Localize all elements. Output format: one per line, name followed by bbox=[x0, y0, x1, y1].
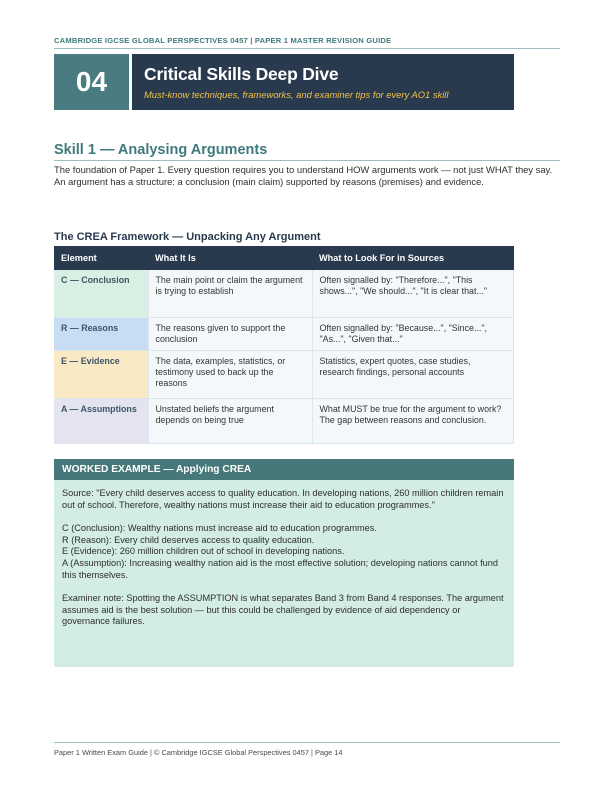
worked-example-header: WORKED EXAMPLE — Applying CREA bbox=[54, 459, 514, 480]
what-cell: The reasons given to support the conclusion bbox=[148, 318, 312, 351]
running-header: CAMBRIDGE IGCSE GLOBAL PERSPECTIVES 0457 | PAPER 1 MASTER REVISION GUIDE bbox=[54, 36, 560, 49]
look-cell: Often signalled by: "Therefore...", "This shows...", "We should...", "It is clear that..." bbox=[312, 270, 514, 318]
look-cell: Statistics, expert quotes, case studies, research findings, personal accounts bbox=[312, 351, 514, 399]
look-cell: What MUST be true for the argument to work? The gap between reasons and conclusion. bbox=[312, 399, 514, 444]
section-heading: Skill 1 — Analysing Arguments bbox=[54, 142, 560, 161]
what-cell: Unstated beliefs the argument depends on being true bbox=[148, 399, 312, 444]
page-footer: Paper 1 Written Exam Guide | © Cambridge IGCSE Global Perspectives 0457 | Page 14 bbox=[54, 742, 560, 757]
header-what-to-look-for: What to Look For in Sources bbox=[312, 246, 514, 270]
header-what-it-is: What It Is bbox=[148, 246, 312, 270]
table-row bbox=[54, 318, 514, 351]
table-row bbox=[54, 351, 514, 399]
example-reason: R (Reason): Every child deserves access to quality education. bbox=[62, 534, 315, 545]
example-assumption: A (Assumption): Increasing wealthy nation aid is the most effective solution; developing nations cannot fund this themselves. bbox=[62, 557, 498, 580]
table-title: The CREA Framework — Unpacking Any Argument bbox=[54, 231, 321, 243]
element-cell: R — Reasons bbox=[54, 318, 148, 351]
example-conclusion: C (Conclusion): Wealthy nations must increase aid to education programmes. bbox=[62, 523, 377, 534]
example-evidence: E (Evidence): 260 million children out of school in developing nations. bbox=[62, 546, 345, 557]
table-row bbox=[54, 399, 514, 444]
what-cell: The data, examples, statistics, or testimony used to back up the reasons bbox=[148, 351, 312, 399]
what-cell: The main point or claim the argument is trying to establish bbox=[148, 270, 312, 318]
header-element: Element bbox=[54, 246, 148, 270]
banner-text bbox=[132, 54, 448, 110]
table-row bbox=[54, 270, 514, 318]
worked-example-body bbox=[54, 480, 514, 628]
table-header-row bbox=[54, 246, 514, 270]
examiner-note: Examiner note: Spotting the ASSUMPTION is what separates Band 3 from Band 4 responses. The argument assumes aid is the best solution — but this could be challenged by evidence of aid dependency or governance failures. bbox=[62, 593, 504, 627]
example-source: Source: "Every child deserves access to quality education. In developing nations, 260 million children remain out of school. Therefore, wealthy nations must increase their aid to education programmes." bbox=[62, 488, 504, 510]
intro-paragraph: The foundation of Paper 1. Every question requires you to understand HOW arguments work — not just WHAT they say. An argument has a structure: a conclusion (main claim) supported by reasons (premises) and evidence. bbox=[54, 164, 553, 188]
chapter-number: 04 bbox=[54, 54, 132, 110]
chapter-banner bbox=[54, 54, 514, 110]
chapter-title: Critical Skills Deep Dive bbox=[144, 64, 339, 84]
worked-example-box bbox=[54, 459, 514, 667]
look-cell: Often signalled by: "Because...", "Since...", "As...", "Given that..." bbox=[312, 318, 514, 351]
crea-table bbox=[54, 246, 514, 444]
element-cell: E — Evidence bbox=[54, 351, 148, 399]
element-cell: A — Assumptions bbox=[54, 399, 148, 444]
element-cell: C — Conclusion bbox=[54, 270, 148, 318]
chapter-subtitle: Must-know techniques, frameworks, and examiner tips for every AO1 skill bbox=[144, 89, 449, 100]
